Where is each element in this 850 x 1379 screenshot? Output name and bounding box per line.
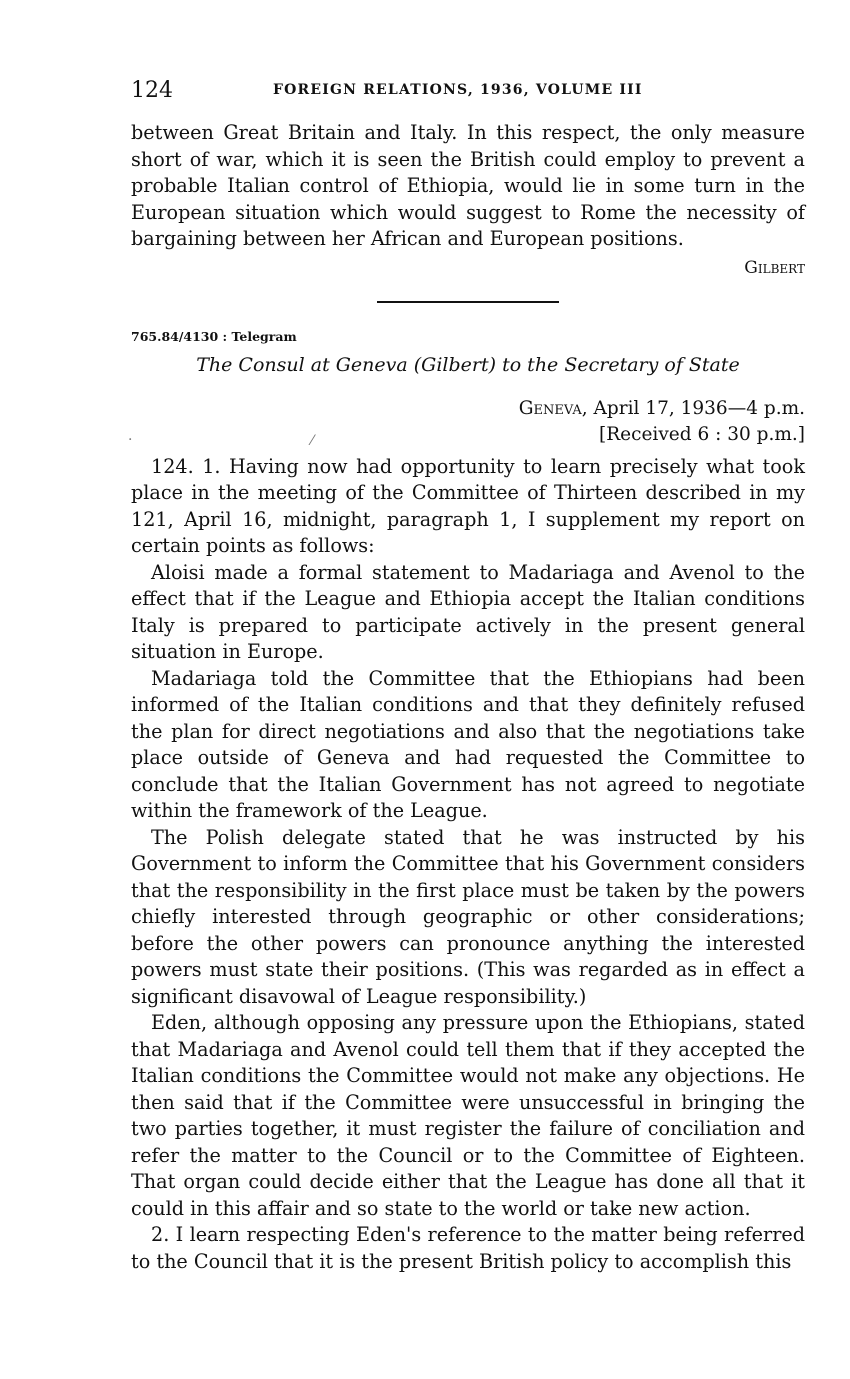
body-paragraph-2: Aloisi made a formal statement to Madariaga and Avenol to the effect that if the League and Ethiopia accept the Italian conditions Italy is prepared to participate actively in the present general situation in Europe. — [131, 560, 805, 663]
body-paragraph-6: 2. I learn respecting Eden's reference to the matter being referred to the Council that it is the present British policy to accomplish this — [131, 1223, 805, 1273]
body-paragraph-4: The Polish delegate stated that he was instructed by his Government to inform the Committee that his Government considers that the responsibility in the first place must be taken by the powers chiefly interested through geographic or other considerations; before the other powers can pronounce anything the interested powers must state their positions. (This was regarded as in effect a significant disavowal of League responsibility.) — [131, 825, 805, 1008]
header-title: FOREIGN RELATIONS, 1936, VOLUME III — [273, 82, 643, 98]
received-line: [Received 6 : 30 p.m.] — [599, 423, 805, 445]
body-paragraph-3: Madariaga told the Committee that the Ethiopians had been informed of the Italian conditions and that they definitely refused the plan for direct negotiations and also that the negotiations take place outside of Geneva and had requested the Committee to conclude that the Italian Government has not agreed to negotiate within the framework of the League. — [131, 666, 805, 822]
document-page — [131, 78, 805, 1275]
signature: Gilbert — [744, 257, 805, 278]
stray-pencil-mark: ⁄ — [311, 433, 314, 449]
dateline-place: Geneva — [518, 397, 582, 419]
stray-dot-mark: · — [128, 432, 133, 448]
file-reference: 765.84/4130 : Telegram — [131, 328, 297, 344]
running-header — [131, 78, 805, 108]
body-paragraph-5: Eden, although opposing any pressure upon the Ethiopians, stated that Madariaga and Avenol could tell them that if they accepted the Italian conditions the Committee would not make any objections. He then said that if the Committee were unsuccessful in bringing the two parties together, it must register the failure of conciliation and refer the matter to the Council or to the Committee of Eighteen. That organ could decide either that the League has done all that it could in this affair and so state to the world or take new action. — [131, 1011, 805, 1220]
dateline-date: , April 17, 1936—4 p.m. — [581, 397, 805, 419]
intro-paragraph: between Great Britain and Italy. In this respect, the only measure short of war, which it is seen the British could employ to prevent a probable Italian control of Ethiopia, would lie in some turn in the European situation which would suggest to Rome the necessity of bargaining between her African and European positions. — [131, 121, 805, 250]
document-title: The Consul at Geneva (Gilbert) to the Secretary of State — [196, 353, 740, 376]
body-paragraph-1: 124. 1. Having now had opportunity to learn precisely what took place in the meeting of the Committee of Thirteen described in my 121, April 16, midnight, paragraph 1, I supplement my report on certain points as follows: — [131, 454, 805, 557]
page-number: 124 — [131, 78, 173, 103]
section-divider — [377, 301, 559, 303]
dateline — [131, 396, 805, 422]
